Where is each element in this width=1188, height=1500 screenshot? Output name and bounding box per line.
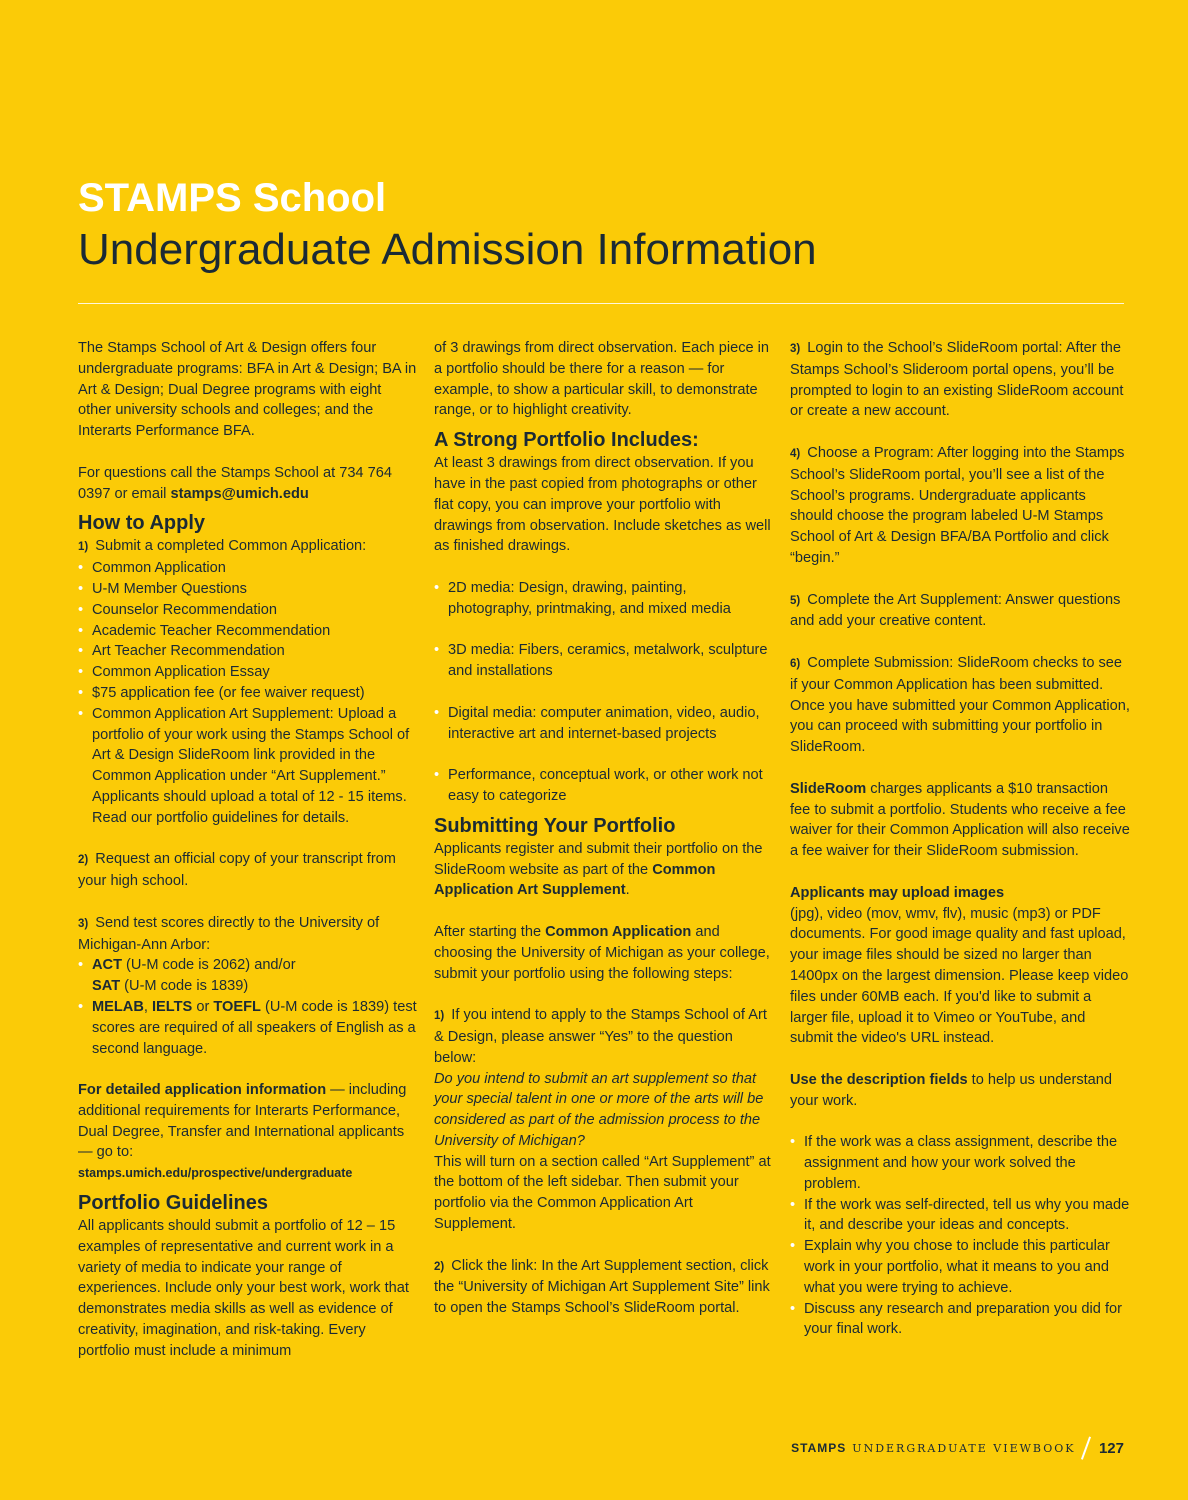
upload-paragraph: Applicants may upload images (jpg), video (mov, wmv, flv), music (mp3) or PDF documents. For good image quality and fast upload, your image files should be sized no larger than 1400px on the largest dimension. Please keep video files under 60MB each. If you'd like to submit a larger file, upload it to Vimeo or YouTube, and submit the video's URL instead. (790, 884, 1129, 1047)
list-item: • Counselor Recommendation (78, 600, 418, 621)
page-title-school: STAMPS School (78, 176, 387, 220)
submitting-heading: Submitting Your Portfolio (434, 814, 676, 837)
list-item: • Digital media: computer animation, video, audio, interactive art and internet-based projects (434, 703, 774, 745)
submit-step-5: 5) Complete the Art Supplement: Answer questions and add your creative content. (790, 591, 1121, 630)
divider (78, 303, 1124, 304)
footer-divider (1081, 1436, 1091, 1459)
list-item: • Performance, conceptual work, or other work not easy to categorize (434, 765, 774, 807)
continued-paragraph: of 3 drawings from direct observation. Each piece in a portfolio should be there for a reason — for example, to show a particular skill, to demonstrate range, or to highlight creativity. (434, 340, 770, 419)
step-1-list (78, 558, 418, 828)
detail-url-link[interactable]: stamps.umich.edu/prospective/undergraduate (78, 1166, 353, 1181)
footer-brand: STAMPS (791, 1441, 847, 1455)
list-item: • Common Application Essay (78, 662, 418, 683)
submit-step-3: 3) Login to the School’s SlideRoom portal: After the Stamps School’s Slideroom portal opens, you’ll be prompted to login to an existing SlideRoom account or create a new account. (790, 340, 1124, 420)
list-item: • 2D media: Design, drawing, painting, photography, printmaking, and mixed media (434, 578, 774, 620)
step-3: 3) Send test scores directly to the University of Michigan-Ann Arbor: (78, 914, 380, 953)
submitting-paragraph: Applicants register and submit their portfolio on the SlideRoom website as part of the Common Application Art Supplement. (434, 840, 763, 899)
submit-step-6: 6) Complete Submission: SlideRoom checks to see if your Common Application has been submitted. Once you have submitted your Common Application, you can proceed with submitting your portfolio in SlideRoom. (790, 654, 1130, 756)
portfolio-guidelines-heading: Portfolio Guidelines (78, 1192, 269, 1215)
list-item: • 3D media: Fibers, ceramics, metalwork, sculpture and installations (434, 640, 774, 682)
list-item: • Art Teacher Recommendation (78, 641, 418, 662)
email-link[interactable]: stamps@umich.edu (170, 485, 309, 502)
list-item: • U-M Member Questions (78, 579, 418, 600)
list-item: • Discuss any research and preparation you did for your final work. (790, 1299, 1130, 1341)
list-item: • If the work was a class assignment, describe the assignment and how your work solved the problem. (790, 1132, 1130, 1194)
portfolio-paragraph: All applicants should submit a portfolio of 12 – 15 examples of representative and current work in a variety of media to indicate your range of experiences. Include only your best work, work that demonstrates media skills as well as evidence of creativity, imagination, and risk-taking. Every portfolio must include a minimum (78, 1218, 409, 1359)
list-item: • Academic Teacher Recommendation (78, 621, 418, 642)
description-list (790, 1132, 1130, 1340)
list-item: • Common Application (78, 558, 418, 579)
page-number: 127 (1098, 1439, 1124, 1457)
list-item: • Explain why you chose to include this particular work in your portfolio, what it means to you and what you were trying to achieve. (790, 1236, 1130, 1298)
intro-paragraph: The Stamps School of Art & Design offers four undergraduate programs: BFA in Art & Design; BA in Art & Design; Dual Degree programs with eight other university schools and colleges; and the Interarts Performance BFA. (78, 340, 417, 440)
submit-step-4: 4) Choose a Program: After logging into the Stamps School’s SlideRoom portal, you’ll see a list of the School’s programs. Undergraduate applicants should choose the program labeled U-M Stamps School of Art & Design BFA/BA Portfolio and click “begin.” (790, 444, 1125, 566)
column-2 (434, 338, 774, 1319)
strong-portfolio-paragraph: At least 3 drawings from direct observation. If you have in the past copied from photographs or other flat copy, you can improve your portfolio with drawings from observation. Include sketches as well as finished drawings. (434, 455, 771, 555)
test-scores-list (78, 955, 418, 1059)
list-item: • If the work was self-directed, tell us why you made it, and describe your ideas and concepts. (790, 1195, 1130, 1237)
page-footer (791, 1436, 1124, 1460)
list-item: • $75 application fee (or fee waiver request) (78, 683, 418, 704)
contact-paragraph: For questions call the Stamps School at 734 764 0397 or email stamps@umich.edu (78, 464, 392, 502)
page-title: Undergraduate Admission Information (78, 225, 817, 274)
detail-paragraph: For detailed application information — including additional requirements for Interarts Performance, Dual Degree, Transfer and International applicants — go to: stamps.umich.edu/prospective/undergraduate (78, 1082, 407, 1181)
submit-step-1: 1) If you intend to apply to the Stamps School of Art & Design, please answer “Yes” to the question below: Do you intend to submit an art supplement so that your special talent in one or more of the arts will be considered as part of the admission process to the University of Michigan? This will turn on a section called “Art Supplement” at the bottom of the left sidebar. Then submit your portfolio via the Common Application Art Supplement. (434, 1007, 771, 1233)
list-item: • Common Application Art Supplement: Upload a portfolio of your work using the Stamps School of Art & Design SlideRoom link provided in the Common Application under “Art Supplement.” Applicants should upload a total of 12 - 15 items. Read our portfolio guidelines for details. (78, 704, 418, 829)
how-to-apply-heading: How to Apply (78, 512, 206, 535)
list-item: • ACT (U-M code is 2062) and/or SAT (U-M code is 1839) (78, 955, 418, 997)
fee-paragraph: SlideRoom charges applicants a $10 transaction fee to submit a portfolio. Students who receive a fee waiver for their Common Application will also receive a fee waiver for their SlideRoom submission. (790, 780, 1130, 860)
column-1 (78, 338, 418, 1362)
after-paragraph: After starting the Common Application and choosing the University of Michigan as your college, submit your portfolio using the following steps: (434, 923, 770, 982)
footer-label: UNDERGRADUATE VIEWBOOK (852, 1441, 1076, 1455)
step-2: 2) Request an official copy of your transcript from your high school. (78, 851, 396, 890)
strong-portfolio-heading: A Strong Portfolio Includes: (434, 429, 699, 452)
submit-step-2: 2) Click the link: In the Art Supplement section, click the “University of Michigan Art Supplement Site” link to open the Stamps School’s SlideRoom portal. (434, 1257, 770, 1317)
step-1: 1) Submit a completed Common Application: (78, 538, 367, 555)
column-3 (790, 338, 1130, 1340)
media-list (434, 578, 774, 807)
description-paragraph: Use the description fields to help us understand your work. (790, 1071, 1113, 1109)
list-item: • MELAB, IELTS or TOEFL (U-M code is 1839) test scores are required of all speakers of English as a second language. (78, 997, 418, 1059)
